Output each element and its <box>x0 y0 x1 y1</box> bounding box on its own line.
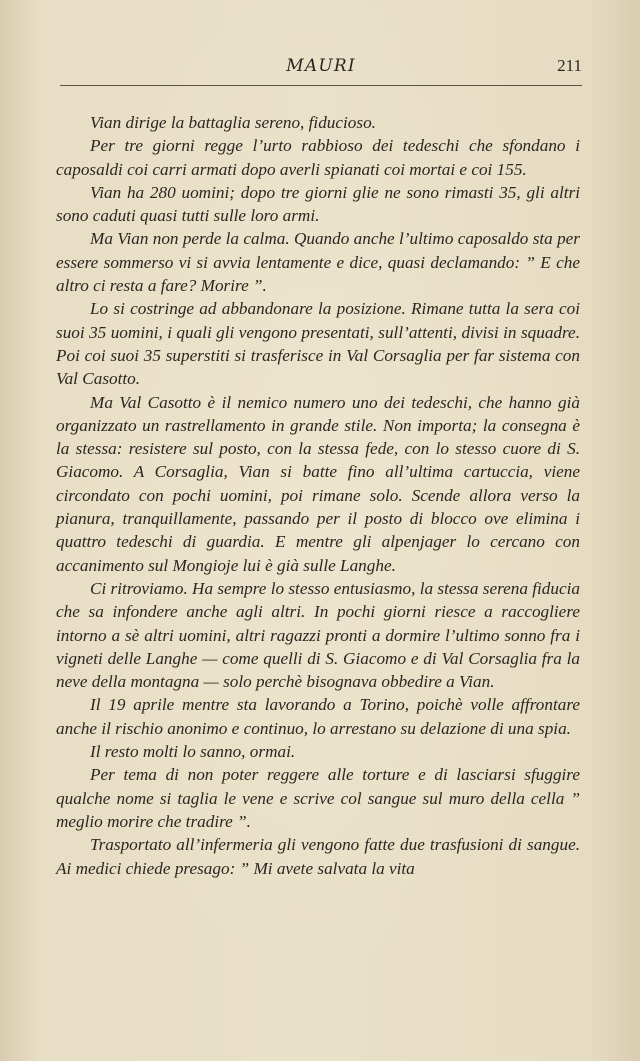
paragraph: Per tema di non poter reggere alle torture e di lasciarsi sfuggire qualche nome si taglia le vene e scrive col sangue sul muro della cella ” meglio morire che tradire ”. <box>56 765 580 831</box>
running-title: MAURI <box>286 56 356 76</box>
paragraph: Il resto molti lo sanno, ormai. <box>90 742 296 762</box>
paragraph: Il 19 aprile mentre sta lavorando a Torino, poichè volle affrontare anche il rischio anonimo e continuo, lo arrestano su delazione di una spia. <box>56 695 580 738</box>
page-number: 211 <box>557 56 582 75</box>
paragraph: Ma Val Casotto è il nemico numero uno dei tedeschi, che hanno già organizzato un rastrellamento in grande stile. Non importa; la consegna è la stessa: resistere sul posto, con la stessa fede, con lo stesso cuore di S. Giacomo. A Corsaglia, Vian si batte fino all’ultima cartuccia, viene circondato con pochi uomini, poi rimane solo. Scende allora verso la pianura, tranquillamente, passando per il posto di blocco ove elimina i quattro tedeschi di guardia. E mentre gli alpenjager lo cercano con accanimento sul Mongioje lui è già sulle Langhe. <box>56 392 580 575</box>
body-text <box>56 111 580 880</box>
paragraph: Vian dirige la battaglia sereno, fiducioso. <box>90 113 376 132</box>
page-header <box>60 52 582 82</box>
paragraph: Vian ha 280 uomini; dopo tre giorni glie ne sono rimasti 35, gli altri sono caduti quasi tutti sulle loro armi. <box>56 182 580 226</box>
paragraph: Ma Vian non perde la calma. Quando anche l’ultimo caposaldo sta per essere sommerso vi si avvia lentamente e dice, quasi declamando: ” E che altro ci resta a fare? Morire ”. <box>56 229 580 296</box>
paragraph: Per tre giorni regge l’urto rabbioso dei tedeschi che sfondano i caposaldi coi carri armati dopo averli spianati coi mortai e coi 155. <box>56 136 580 179</box>
paragraph: Trasportato all’infermeria gli vengono fatte due trasfusioni di sangue. Ai medici chiede presago: ” Mi avete salvata la vita <box>56 835 580 878</box>
paragraph: Ci ritroviamo. Ha sempre lo stesso entusiasmo, la stessa serena fiducia che sa infondere anche agli altri. In pochi giorni riesce a raccogliere intorno a sè altri uomini, altri ragazzi pronti a dormire l’ultimo sonno fra i vigneti delle Langhe — come quelli di S. Giacomo e di Val Corsaglia fra la neve della montagna — solo perchè bisognava obbedire a Vian. <box>56 578 580 692</box>
paragraph: Lo si costringe ad abbandonare la posizione. Rimane tutta la sera coi suoi 35 uomini, i quali gli vengono presentati, sull’attenti, divisi in squadre. Poi coi suoi 35 superstiti si trasferisce in Val Corsaglia per far sistema con Val Casotto. <box>56 299 580 389</box>
header-rule <box>60 85 582 86</box>
